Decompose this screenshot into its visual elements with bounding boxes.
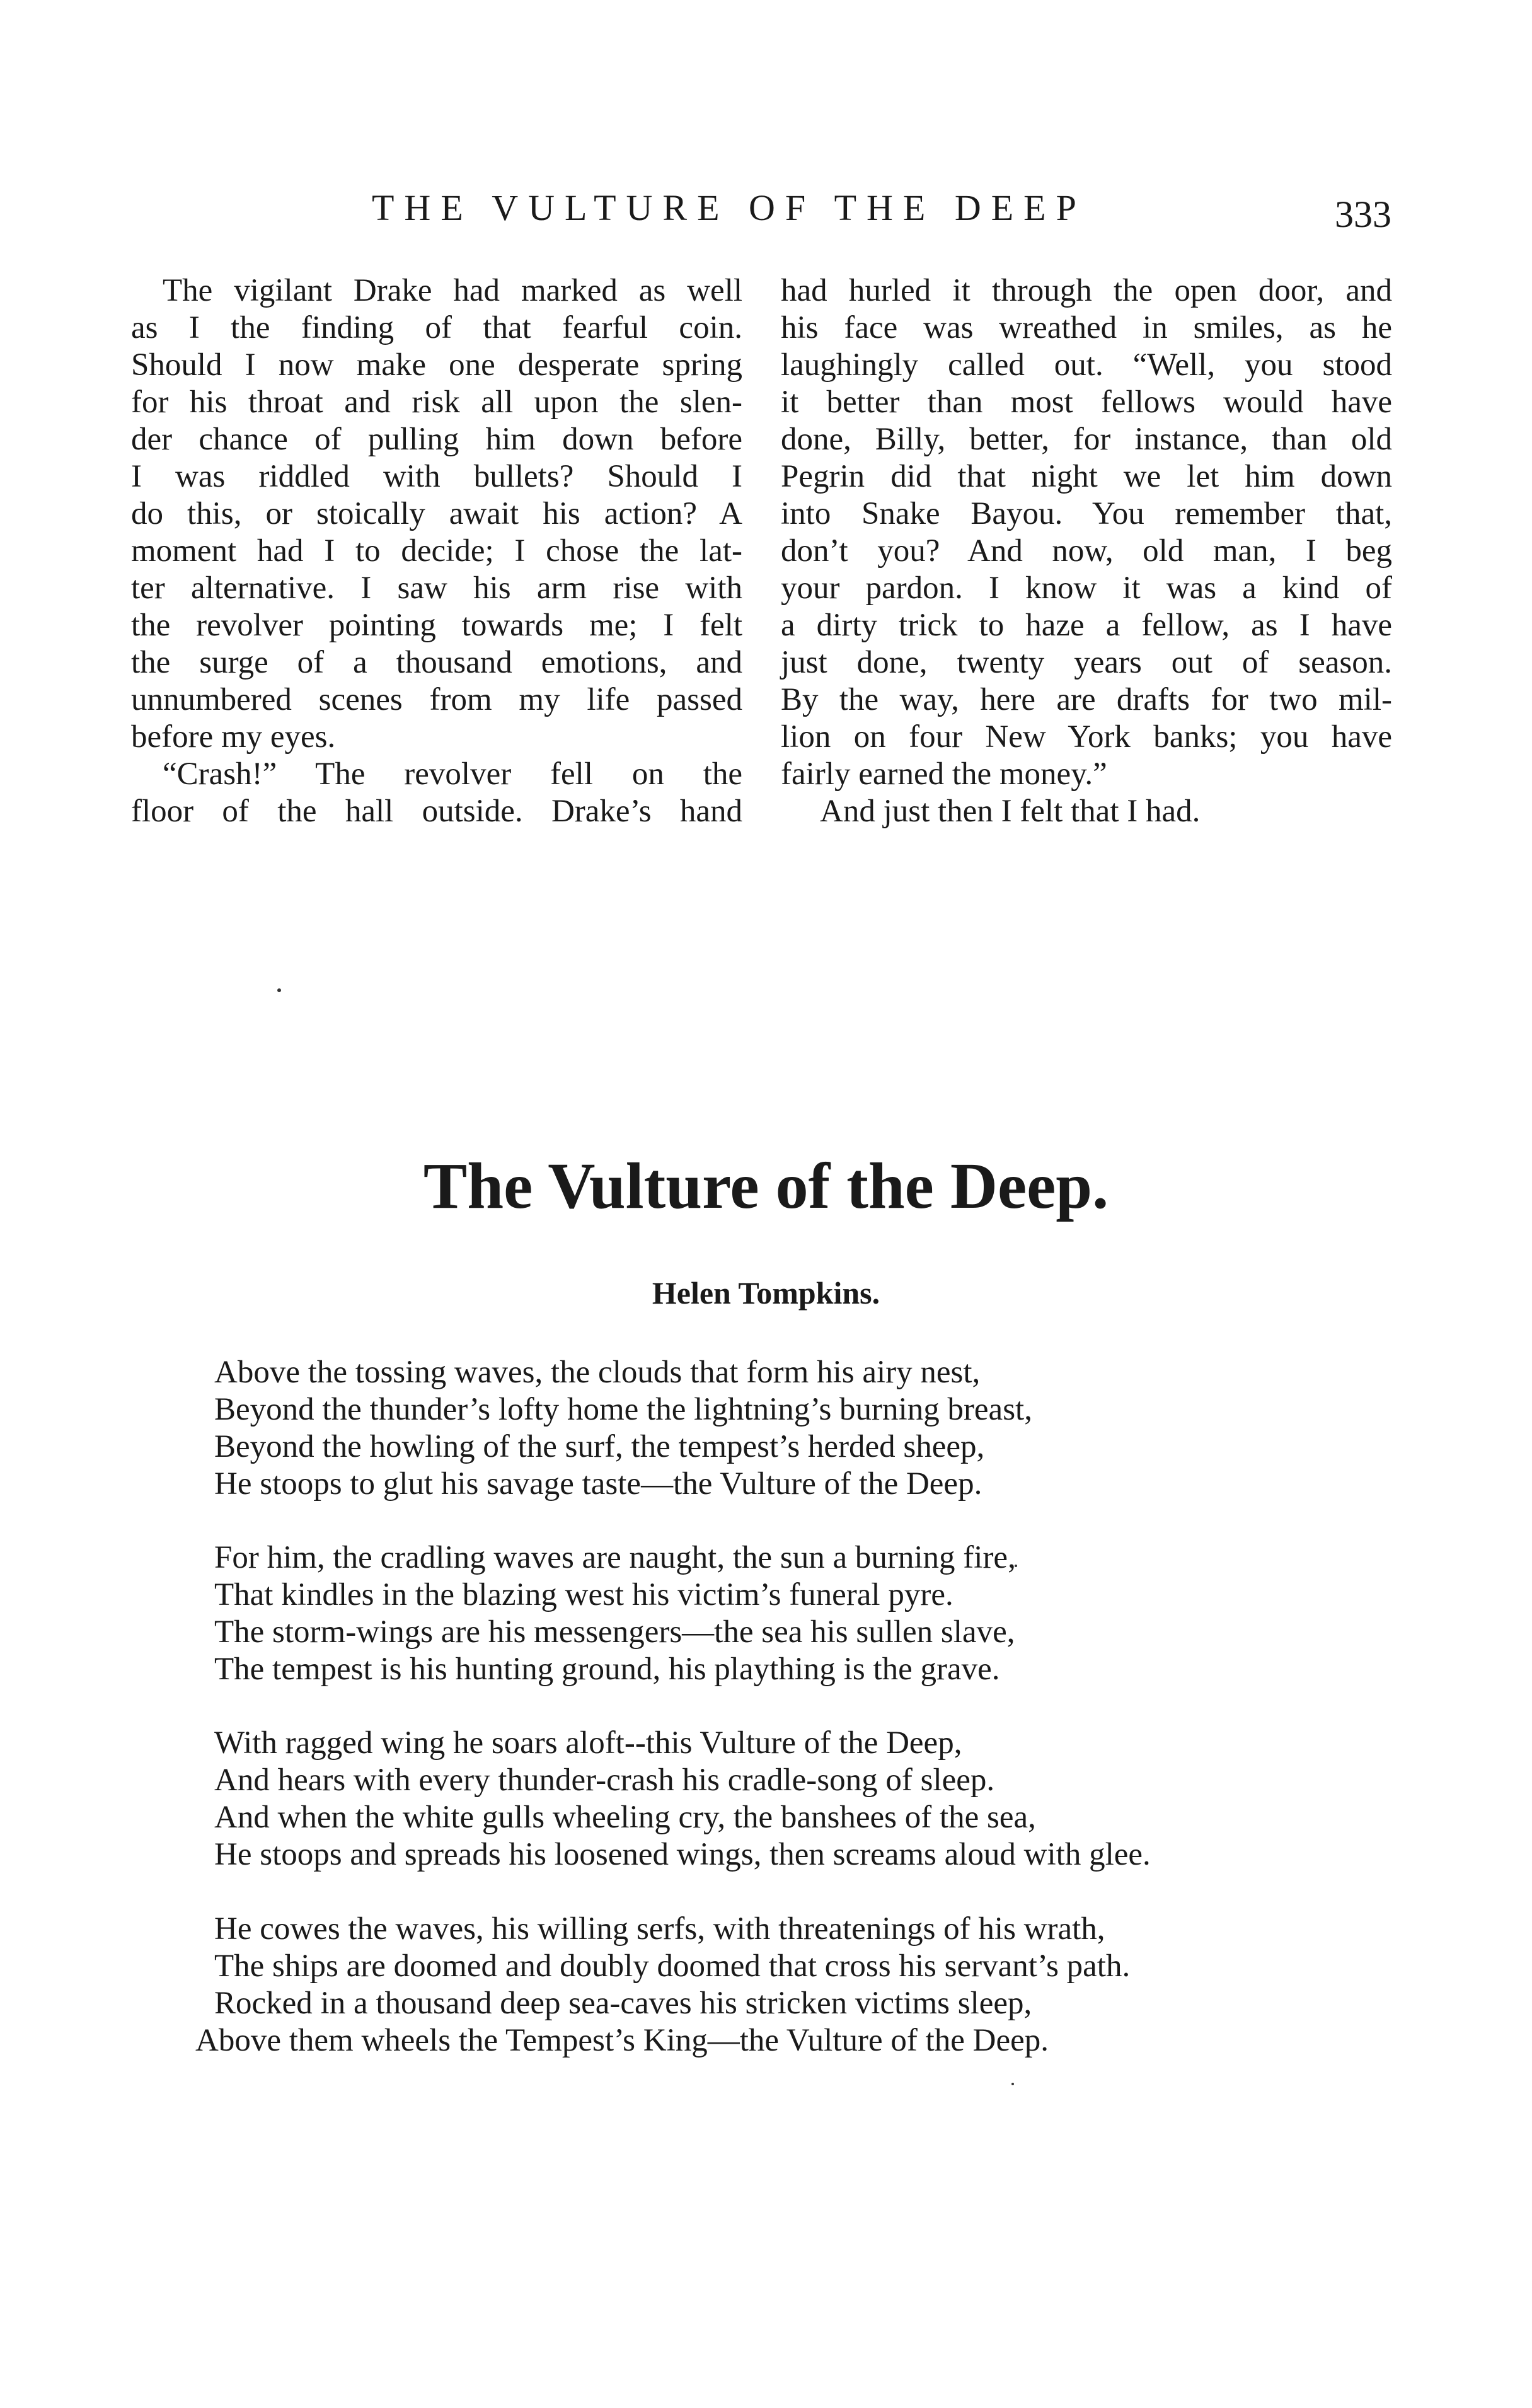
prose-line: a dirty trick to haze a fellow, as I have: [781, 608, 1392, 643]
prose-line: the revolver pointing towards me; I felt: [131, 608, 742, 643]
prose-line: ter alternative. I saw his arm rise with: [131, 570, 742, 606]
prose-line: lion on four New York banks; you have: [781, 719, 1392, 755]
prose-line: The vigilant Drake had marked as well: [163, 273, 742, 308]
prose-line: fairly earned the money.”: [781, 756, 1107, 792]
prose-line: I was riddled with bullets? Should I: [131, 459, 742, 494]
poem-line: And when the white gulls wheeling cry, the banshees of the sea,: [214, 1800, 1036, 1835]
prose-right-column: [781, 272, 1392, 830]
running-head: THE VULTURE OF THE DEEP: [372, 187, 1086, 228]
prose-line: his face was wreathed in smiles, as he: [781, 310, 1392, 345]
poem-line: And hears with every thunder-crash his cradle-song of sleep.: [214, 1763, 995, 1798]
poem-line: Beyond the thunder’s lofty home the lightning’s burning breast,: [214, 1392, 1032, 1427]
prose-line: floor of the hall outside. Drake’s hand: [131, 794, 742, 829]
prose-line: “Crash!” The revolver fell on the: [163, 756, 742, 792]
page-number: 333: [1335, 194, 1391, 235]
prose-line: your pardon. I know it was a kind of: [781, 570, 1392, 606]
prose-line: it better than most fellows would have: [781, 385, 1392, 420]
prose-line: done, Billy, better, for instance, than old: [781, 422, 1392, 457]
poem-line: Above them wheels the Tempest’s King—the Vulture of the Deep.: [195, 2023, 1049, 2058]
prose-line: the surge of a thousand emotions, and: [131, 645, 742, 680]
poem-stanza: [195, 1911, 1131, 2059]
prose-left-column: [131, 272, 742, 830]
prose-line: der chance of pulling him down before: [131, 422, 742, 457]
print-speck: [277, 988, 281, 992]
poem-line: He stoops and spreads his loosened wings, then screams aloud with glee.: [214, 1837, 1151, 1872]
poem-line: Rocked in a thousand deep sea-caves his stricken victims sleep,: [214, 1986, 1032, 2021]
prose-line: laughingly called out. “Well, you stood: [781, 347, 1392, 383]
poem-line: That kindles in the blazing west his victim’s funeral pyre.: [214, 1577, 953, 1612]
prose-line: for his throat and risk all upon the slen-: [131, 385, 742, 420]
prose-line: had hurled it through the open door, and: [781, 273, 1392, 308]
poem-title: The Vulture of the Deep.: [423, 1150, 1109, 1222]
poem-stanza: [214, 1354, 1032, 1503]
poem-author: Helen Tompkins.: [652, 1275, 880, 1311]
prose-line: moment had I to decide; I chose the lat-: [131, 533, 742, 569]
print-speck: [1011, 2083, 1014, 2085]
prose-line: don’t you? And now, old man, I beg: [781, 533, 1392, 569]
prose-line: And just then I felt that I had.: [820, 794, 1201, 829]
poem-line: For him, the cradling waves are naught, the sun a burning fire,: [214, 1540, 1016, 1575]
poem-line: He cowes the waves, his willing serfs, with threatenings of his wrath,: [214, 1911, 1105, 1947]
prose-line: do this, or stoically await his action? A: [131, 496, 742, 531]
poem-stanza: [214, 1539, 1016, 1688]
poem-line: Beyond the howling of the surf, the tempest’s herded sheep,: [214, 1429, 985, 1464]
poem-line: The ships are doomed and doubly doomed that cross his servant’s path.: [214, 1948, 1131, 1984]
prose-line: Pegrin did that night we let him down: [781, 459, 1392, 494]
poem-stanza: [214, 1725, 1151, 1873]
prose-line: as I the finding of that fearful coin.: [131, 310, 742, 345]
poem-line: Above the tossing waves, the clouds that form his airy nest,: [214, 1355, 981, 1390]
prose-line: unnumbered scenes from my life passed: [131, 682, 742, 717]
poem-line: He stoops to glut his savage taste—the Vulture of the Deep.: [214, 1466, 982, 1502]
poem-line: With ragged wing he soars aloft--this Vulture of the Deep,: [214, 1725, 962, 1761]
poem-line: The tempest is his hunting ground, his plaything is the grave.: [214, 1652, 1000, 1687]
poem-line: The storm-wings are his messengers—the sea his sullen slave,: [214, 1614, 1015, 1650]
prose-line: By the way, here are drafts for two mil-: [781, 682, 1392, 717]
prose-line: Should I now make one desperate spring: [131, 347, 742, 383]
prose-line: into Snake Bayou. You remember that,: [781, 496, 1392, 531]
prose-line: just done, twenty years out of season.: [781, 645, 1392, 680]
prose-line: before my eyes.: [131, 719, 336, 755]
